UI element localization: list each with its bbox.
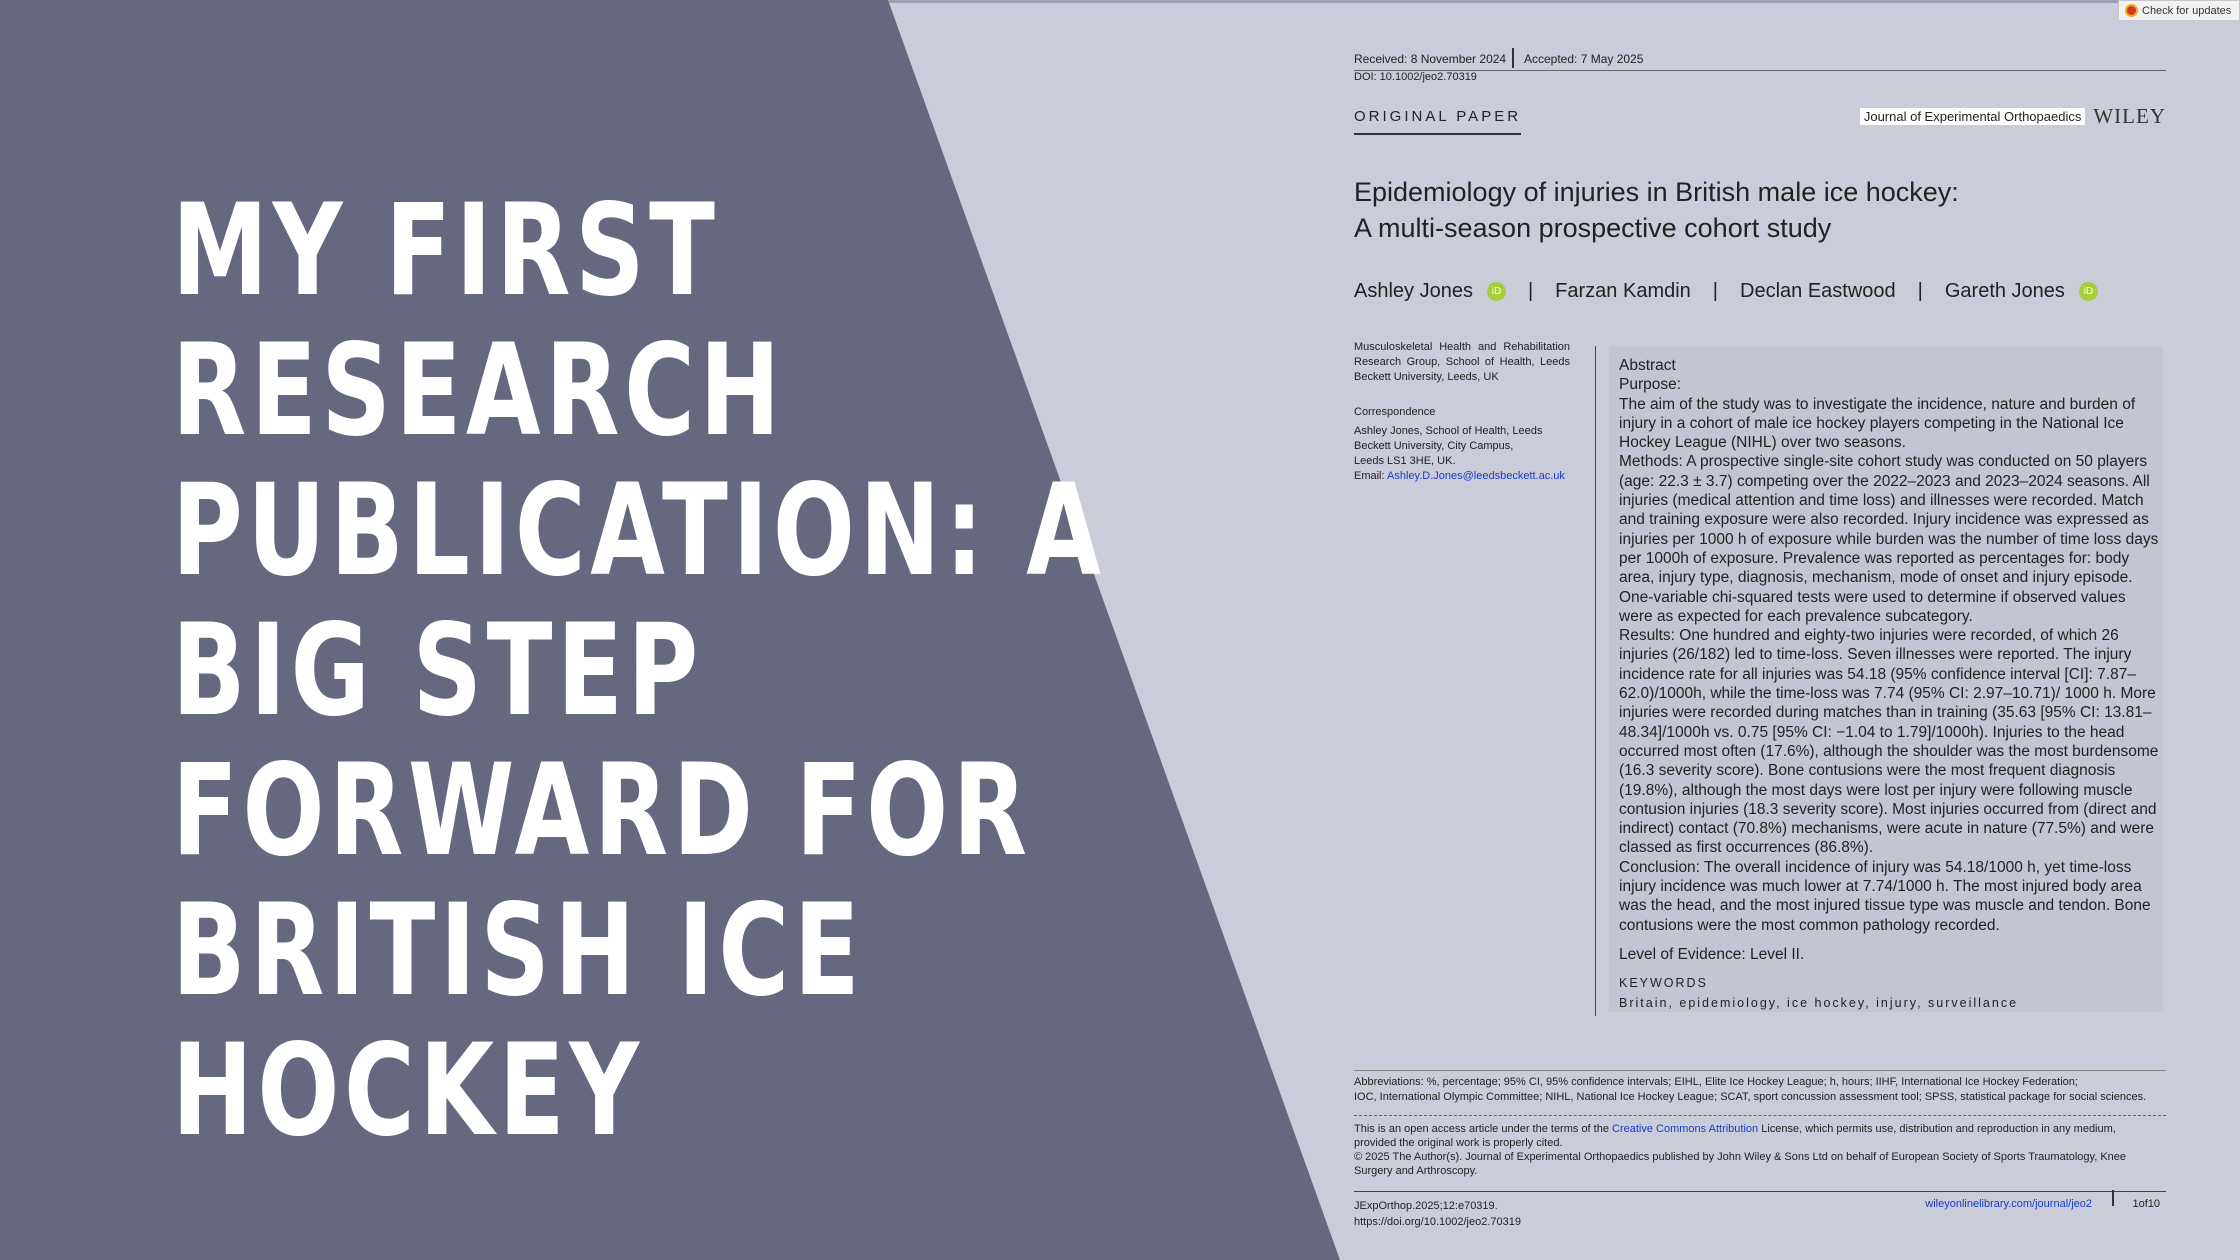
email-label: Email:	[1354, 470, 1385, 482]
purpose-heading: Purpose:	[1619, 376, 1682, 394]
doi: DOI: 10.1002/jeo2.70319	[1354, 71, 1477, 83]
column-divider	[1595, 346, 1596, 1016]
level-of-evidence: Level of Evidence: Level II.	[1619, 945, 1805, 963]
abbreviations-line: IOC, International Olympic Committee; NIHL, National Ice Hockey League; SCAT, sport concussion assessment tool; SPSS, statistical package for social sciences.	[1354, 1091, 2147, 1103]
footer-separator	[2112, 1190, 2114, 1206]
abstract-methods: Methods: A prospective single-site cohort study was conducted on 50 players (age: 22.3 ± 3.7) competing over the 2022–2023 and 2023–2024 seasons. All injuries (medical attention and time loss) and illnesses were recorded. Match and training exposure were also recorded. Injury incidence was expressed as injuries per 1000 h of exposure while burden was the number of time loss days per 1000h of exposure. Prevalence was reported as percentages for: body area, injury type, diagnosis, mechanism, mode of onset and injury episode. One-variable chi-squared tests were used to determine if observed values were as expected for each prevalence subcategory.	[1619, 453, 2159, 625]
dashed-divider	[1354, 1115, 2166, 1116]
abbreviations-line: Abbreviations: %, percentage; 95% CI, 95% confidence intervals; EIHL, Elite Ice Hockey League; h, hours; IIHF, International Ice Hockey Federation;	[1354, 1076, 2078, 1088]
author-name[interactable]: Ashley Jones	[1354, 280, 1473, 302]
dates-separator	[1512, 48, 1514, 68]
headline-line: FORWARD FOR	[172, 736, 1032, 884]
correspondence-line: Leeds LS1 3HE, UK.	[1354, 455, 1456, 467]
headline	[172, 176, 1106, 1164]
headline-line: PUBLICATION: A	[172, 456, 1106, 604]
citation: JExpOrthop.2025;12:e70319.	[1354, 1200, 1498, 1212]
crossmark-icon	[2125, 4, 2138, 17]
correspondence-heading: Correspondence	[1354, 406, 1436, 418]
journal-header	[1860, 104, 2166, 129]
orcid-icon[interactable]: iD	[1487, 282, 1506, 301]
cc-license-link[interactable]: Creative Commons Attribution	[1612, 1123, 1759, 1135]
wiley-logo: WILEY	[2093, 104, 2166, 128]
journal-url-link[interactable]: wileyonlinelibrary.com/journal/jeo2	[1925, 1198, 2092, 1210]
accepted-date: Accepted: 7 May 2025	[1524, 52, 1644, 66]
affiliation: Musculoskeletal Health and Rehabilitation Research Group, School of Health, Leeds Beckett University, Leeds, UK	[1354, 341, 1570, 383]
license-note	[1354, 1122, 2166, 1178]
author-name[interactable]: Gareth Jones	[1944, 280, 2065, 302]
copyright: © 2025 The Author(s). Journal of Experimental Orthopaedics published by John Wiley & Sons Ltd on behalf of European Society of Sports Traumatology, Knee Surgery and Arthroscopy.	[1354, 1151, 2127, 1177]
article-type: ORIGINAL PAPER	[1354, 108, 1521, 135]
author-name[interactable]: Farzan Kamdin	[1555, 280, 1691, 302]
email-row	[1354, 469, 1584, 484]
correspondence-line: Beckett University, City Campus,	[1354, 440, 1514, 452]
abstract-box	[1609, 346, 2163, 1012]
headline-line: BRITISH ICE	[172, 876, 865, 1024]
received-date: Received: 8 November 2024	[1354, 52, 1507, 66]
headline-line: HOCKEY	[172, 1016, 644, 1164]
author-separator: |	[1712, 280, 1718, 302]
footer-divider	[1354, 1191, 2166, 1192]
doi-url[interactable]: https://doi.org/10.1002/jeo2.70319	[1354, 1216, 1521, 1228]
author-separator: |	[1917, 280, 1923, 302]
footer-citation	[1354, 1198, 1521, 1230]
keywords-heading: KEYWORDS	[1619, 976, 1708, 991]
author-list	[1354, 280, 2098, 303]
license-text: This is an open access article under the terms of the	[1354, 1123, 1613, 1135]
correspondence	[1354, 424, 1584, 484]
headline-line: BIG STEP	[172, 596, 703, 744]
email-link[interactable]: Ashley.D.Jones@leedsbeckett.ac.uk	[1387, 470, 1565, 482]
headline-line: RESEARCH	[172, 316, 785, 464]
abbreviations	[1354, 1070, 2166, 1105]
title-line-1: Epidemiology of injuries in British male ice hockey:	[1354, 177, 1959, 207]
check-for-updates-label: Check for updates	[2142, 4, 2232, 17]
page-number: 1of10	[2132, 1198, 2160, 1210]
correspondence-line: Ashley Jones, School of Health, Leeds	[1354, 425, 1543, 437]
author-name[interactable]: Declan Eastwood	[1740, 280, 1896, 302]
abstract-heading: Abstract	[1619, 357, 1676, 374]
license-text: License, which permits use, distribution and reproduction in any medium,	[1758, 1123, 2116, 1135]
headline-line: MY FIRST	[172, 176, 720, 324]
author-separator: |	[1527, 280, 1534, 302]
abstract-conclusion: Conclusion: The overall incidence of injury was 54.18/1000 h, yet time-loss injury incidence was much lower at 7.74/1000 h. The most injured body area was the head, and the most injured tissue type was muscle and tendon. Bone contusions were the most common pathology recorded.	[1619, 858, 2151, 934]
abstract-results: Results: One hundred and eighty-two injuries were recorded, of which 26 injuries (26/182) led to time-loss. Seven illnesses were reported. The injury incidence rate for all injuries was 54.18 (95% confidence interval [CI]: 7.87–62.0)/1000h, while the time-loss was 7.74 (95% CI: 2.97–10.71)/ 1000 h. More injuries were recorded during matches than in training (35.63 [95% CI: 13.81–48.34]/1000h vs. 0.75 [95% CI: −1.04 to 1.79]/1000h). Injuries to the head occurred most often (17.6%), although the shoulder was the most burdensome (16.3 severity score). Bone contusions were the most frequent diagnosis (19.8%), although the most days were lost per injury were following muscle contusion injuries (18.3 severity score). Most injuries occurred from (direct and indirect) contact (70.8%) mechanisms, were acute in nature (77.5%) and were classed as first occurrences (86.8%).	[1619, 627, 2159, 857]
keywords: Britain, epidemiology, ice hockey, injury, surveillance	[1619, 995, 2019, 1010]
journal-name: Journal of Experimental Orthopaedics	[1860, 108, 2086, 125]
check-for-updates-button[interactable]	[2118, 0, 2240, 21]
title-line-2: A multi-season prospective cohort study	[1354, 213, 1832, 243]
abstract-purpose: The aim of the study was to investigate the incidence, nature and burden of injury in a cohort of male ice hockey players competing in the National Ice Hockey League (NIHL) over two seasons.	[1619, 395, 2136, 452]
license-line: provided the original work is properly cited.	[1354, 1137, 1563, 1149]
paper-title	[1354, 174, 1959, 246]
dates-row	[1354, 46, 2166, 71]
license-line	[1354, 1122, 2166, 1136]
orcid-icon[interactable]: iD	[2079, 282, 2098, 301]
